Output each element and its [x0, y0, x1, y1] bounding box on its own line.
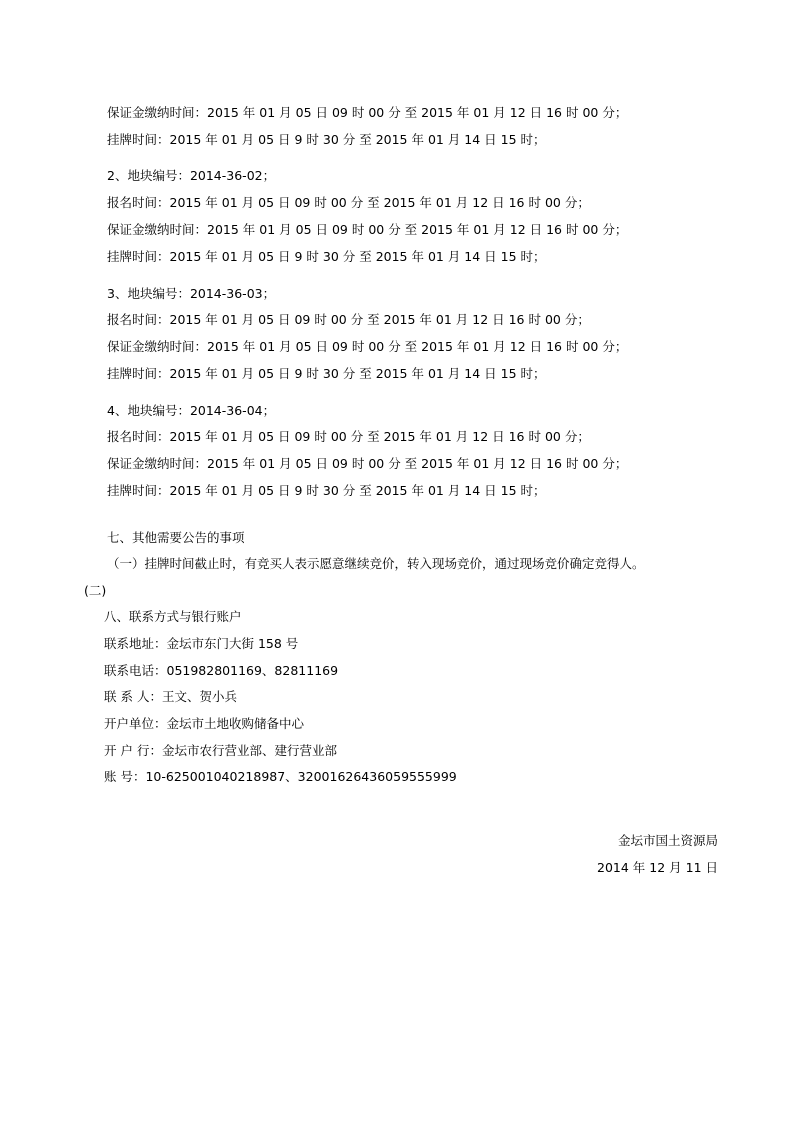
parcel-1-listing-time: 挂牌时间：2015 年 01 月 05 日 9 时 30 分 至 2015 年 01 月 14 日 15 时；: [107, 132, 546, 147]
bank-name: 开 户 行：金坛市农行营业部、建行营业部: [104, 743, 337, 758]
parcel-1-deposit-time: 保证金缴纳时间：2015 年 01 月 05 日 09 时 00 分 至 2015 年 01 月 12 日 16 时 00 分；: [107, 105, 628, 120]
account-number: 账 号：10-625001040218987、32001626436059555999: [104, 769, 457, 784]
section-8-heading: 八、联系方式与银行账户: [104, 609, 242, 624]
parcel-3-title: 3、地块编号：2014-36-03；: [107, 286, 276, 301]
parcel-2-title: 2、地块编号：2014-36-02；: [107, 168, 276, 183]
parcel-4-deposit-time: 保证金缴纳时间：2015 年 01 月 05 日 09 时 00 分 至 2015 年 01 月 12 日 16 时 00 分；: [107, 456, 628, 471]
parcel-4-listing-time: 挂牌时间：2015 年 01 月 05 日 9 时 30 分 至 2015 年 01 月 14 日 15 时；: [107, 483, 546, 498]
section-7-item-2: (二): [84, 583, 107, 598]
account-unit: 开户单位：金坛市土地收购储备中心: [104, 716, 305, 731]
issue-date: 2014 年 12 月 11 日: [597, 860, 718, 875]
parcel-2-deposit-time: 保证金缴纳时间：2015 年 01 月 05 日 09 时 00 分 至 2015 年 01 月 12 日 16 时 00 分；: [107, 222, 628, 237]
parcel-3-signup-time: 报名时间：2015 年 01 月 05 日 09 时 00 分 至 2015 年 01 月 12 日 16 时 00 分；: [107, 312, 590, 327]
contact-address: 联系地址：金坛市东门大街 158 号: [104, 636, 299, 651]
parcel-2-signup-time: 报名时间：2015 年 01 月 05 日 09 时 00 分 至 2015 年 01 月 12 日 16 时 00 分；: [107, 195, 590, 210]
parcel-4-signup-time: 报名时间：2015 年 01 月 05 日 09 时 00 分 至 2015 年 01 月 12 日 16 时 00 分；: [107, 429, 590, 444]
contact-person: 联 系 人：王文、贺小兵: [104, 689, 237, 704]
parcel-2-listing-time: 挂牌时间：2015 年 01 月 05 日 9 时 30 分 至 2015 年 01 月 14 日 15 时；: [107, 249, 546, 264]
issuer-name: 金坛市国土资源局: [617, 833, 718, 848]
parcel-3-deposit-time: 保证金缴纳时间：2015 年 01 月 05 日 09 时 00 分 至 2015 年 01 月 12 日 16 时 00 分；: [107, 339, 628, 354]
section-7-heading: 七、其他需要公告的事项: [107, 530, 245, 545]
section-7-item-1: （一）挂牌时间截止时，有竞买人表示愿意继续竞价，转入现场竞价，通过现场竞价确定竞得人。: [107, 556, 645, 571]
parcel-3-listing-time: 挂牌时间：2015 年 01 月 05 日 9 时 30 分 至 2015 年 01 月 14 日 15 时；: [107, 366, 546, 381]
parcel-4-title: 4、地块编号：2014-36-04；: [107, 403, 276, 418]
contact-phone: 联系电话：051982801169、82811169: [104, 663, 339, 678]
